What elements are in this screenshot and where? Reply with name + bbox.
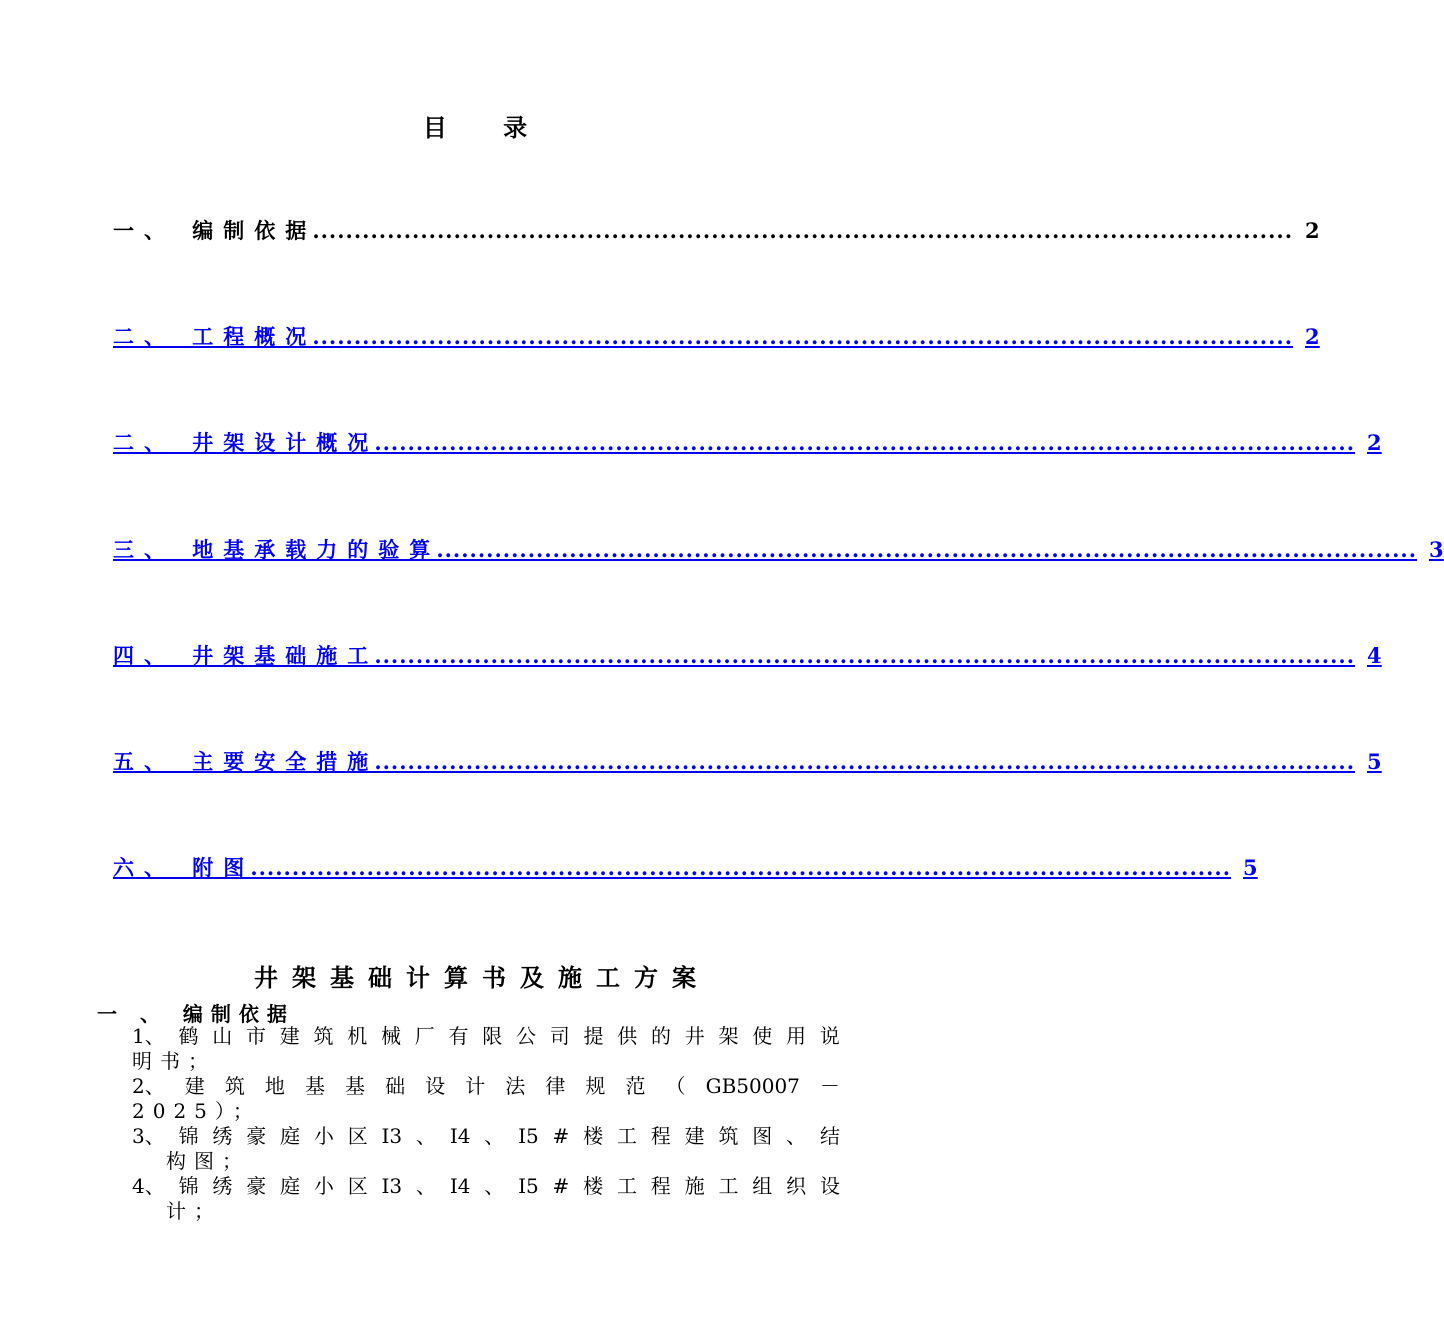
list-item-token: 建 (279, 1024, 300, 1048)
list-item-token: 限 (482, 1024, 503, 1048)
list-item-token: 锦 (178, 1124, 199, 1148)
list-item-token: 基 (304, 1074, 325, 1098)
list-item-token: 律 (545, 1074, 566, 1098)
list-item-token: 织 (786, 1174, 807, 1198)
list-item-token: GB50007 (705, 1074, 800, 1098)
list-item-token: 鹤 (178, 1024, 199, 1048)
toc-page-number: 2 (1305, 218, 1320, 243)
list-item-token: 说 (819, 1024, 840, 1048)
list-item-token: 工 (616, 1174, 637, 1198)
list-item (132, 1174, 840, 1224)
list-item-continuation: 构图； (166, 1149, 250, 1173)
toc-title: 目 录 (422, 113, 552, 142)
list-item-token: 供 (617, 1024, 638, 1048)
toc-leader-dots: ...................................................................................................................... (374, 430, 1356, 455)
list-item-token: 结 (819, 1124, 840, 1148)
list-item-token: 程 (650, 1174, 671, 1198)
list-item-token: 、 (484, 1124, 505, 1148)
list-item-token: 、 (415, 1124, 436, 1148)
list-item-token: 架 (718, 1024, 739, 1048)
list-item-token: 庭 (280, 1174, 301, 1198)
toc-entry[interactable] (113, 427, 1382, 461)
list-item-token: 法 (505, 1074, 526, 1098)
list-item-token: 施 (684, 1174, 705, 1198)
toc-leader-dots: ...................................................................................................................... (312, 324, 1294, 349)
list-item-token: I3 (381, 1124, 403, 1148)
list-item-token: 范 (625, 1074, 646, 1098)
document-title: 井架基础计算书及施工方案 (254, 963, 710, 992)
list-item-token: 豪 (246, 1174, 267, 1198)
list-item-token: 地 (264, 1074, 285, 1098)
list-item-line (132, 1024, 840, 1049)
toc-leader-dots: ...................................................................................................................... (374, 643, 1356, 668)
list-item-token: 庭 (280, 1124, 301, 1148)
list-item-token: 设 (425, 1074, 446, 1098)
list-item-token: I5 (518, 1174, 539, 1198)
list-item-token: 程 (650, 1124, 671, 1148)
toc-leader-dots: ...................................................................................................................... (312, 218, 1294, 243)
list-item (132, 1074, 840, 1124)
list-item-token: 用 (785, 1024, 806, 1048)
list-item-token: I3 (381, 1174, 403, 1198)
section-heading: 一 、 编制依据 (97, 1002, 295, 1026)
list-item-token: 市 (245, 1024, 266, 1048)
list-item-token: 图 (752, 1124, 773, 1148)
list-item-token: 建 (684, 1124, 705, 1148)
list-item-token: 绣 (212, 1174, 233, 1198)
toc-entry-label: 六、 附图 (113, 855, 255, 880)
list-item-token: （ (665, 1074, 686, 1098)
toc-page-number: 2 (1367, 430, 1382, 455)
list-item-token: 小 (313, 1124, 334, 1148)
toc-entry-label: 五、 主要安全措施 (113, 749, 379, 774)
list-item-token: 楼 (583, 1174, 604, 1198)
list-item-token: I5 (518, 1124, 539, 1148)
list-item-line (132, 1124, 840, 1149)
toc-page-number: 4 (1367, 643, 1382, 668)
list-item-token: 锦 (178, 1174, 199, 1198)
list-item-token: 有 (448, 1024, 469, 1048)
list-item-token: 筑 (718, 1124, 739, 1148)
list-item-token: 区 (347, 1174, 368, 1198)
list-item-token: 楼 (583, 1124, 604, 1148)
toc-entry (113, 215, 1320, 249)
list-item (132, 1024, 840, 1074)
list-item-token: 机 (347, 1024, 368, 1048)
list-item-token: 2、 (132, 1074, 165, 1098)
list-item-continuation: 明书； (132, 1049, 216, 1073)
toc-entry[interactable] (113, 852, 1258, 886)
list-item-token: 工 (718, 1174, 739, 1198)
toc-entry[interactable] (113, 640, 1382, 674)
toc-leader-dots: ...................................................................................................................... (436, 537, 1418, 562)
list-item-token: 厂 (414, 1024, 435, 1048)
list-item-token: 、 (786, 1124, 807, 1148)
list-item-line (132, 1074, 840, 1099)
list-item-continuation: 计； (166, 1199, 222, 1223)
list-item-token: I4 (449, 1124, 471, 1148)
toc-entry-label: 二、 井架设计概况 (113, 430, 379, 455)
list-item-token: # (552, 1174, 570, 1198)
toc-page-number: 3 (1429, 537, 1444, 562)
toc-page-number: 5 (1367, 749, 1382, 774)
list-item-token: 计 (465, 1074, 486, 1098)
list-item-token: 、 (415, 1174, 436, 1198)
list-item-token: 工 (616, 1124, 637, 1148)
list-item-token: 司 (549, 1024, 570, 1048)
list-item-token: 小 (313, 1174, 334, 1198)
list-item-token: 绣 (212, 1124, 233, 1148)
list-item-token: 区 (347, 1124, 368, 1148)
list-item-token: 1、 (132, 1024, 165, 1048)
list-item-token: 筑 (224, 1074, 245, 1098)
list-item-token: 提 (583, 1024, 604, 1048)
toc-page-number: 2 (1305, 324, 1320, 349)
toc-entry[interactable] (113, 321, 1320, 355)
toc-entry-label: 四、 井架基础施工 (113, 643, 379, 668)
toc-entry[interactable] (113, 746, 1382, 780)
toc-entry-label: 三、 地基承载力的验算 (113, 537, 441, 562)
toc-leader-dots: ...................................................................................................................... (250, 855, 1232, 880)
list-item-token: 公 (515, 1024, 536, 1048)
list-item-token: 建 (184, 1074, 205, 1098)
toc-entry[interactable] (113, 534, 1444, 568)
list-item-token: 械 (380, 1024, 401, 1048)
toc-entry-label: 一、 编制依据 (113, 218, 317, 243)
toc-entry-label: 二、 工程概况 (113, 324, 317, 349)
list-item-line (132, 1174, 840, 1199)
toc-leader-dots: ...................................................................................................................... (374, 749, 1356, 774)
list-item-token: 使 (752, 1024, 773, 1048)
list-item-token: 、 (484, 1174, 505, 1198)
list-item-token: 3、 (132, 1124, 165, 1148)
list-item (132, 1124, 840, 1174)
list-item-continuation: 2025）； (132, 1099, 261, 1123)
list-item-token: I4 (449, 1174, 471, 1198)
list-item-token: 山 (212, 1024, 233, 1048)
list-item-token: 组 (752, 1174, 773, 1198)
list-item-token: 基 (345, 1074, 366, 1098)
list-item-token: 筑 (313, 1024, 334, 1048)
list-item-token: － (819, 1074, 840, 1098)
toc-page-number: 5 (1243, 855, 1258, 880)
list-item-token: 规 (585, 1074, 606, 1098)
list-item-token: 础 (385, 1074, 406, 1098)
list-item-token: 豪 (246, 1124, 267, 1148)
list-item-token: 4、 (132, 1174, 165, 1198)
list-item-token: 的 (650, 1024, 671, 1048)
list-item-token: 设 (819, 1174, 840, 1198)
list-item-token: # (552, 1124, 570, 1148)
list-item-token: 井 (684, 1024, 705, 1048)
